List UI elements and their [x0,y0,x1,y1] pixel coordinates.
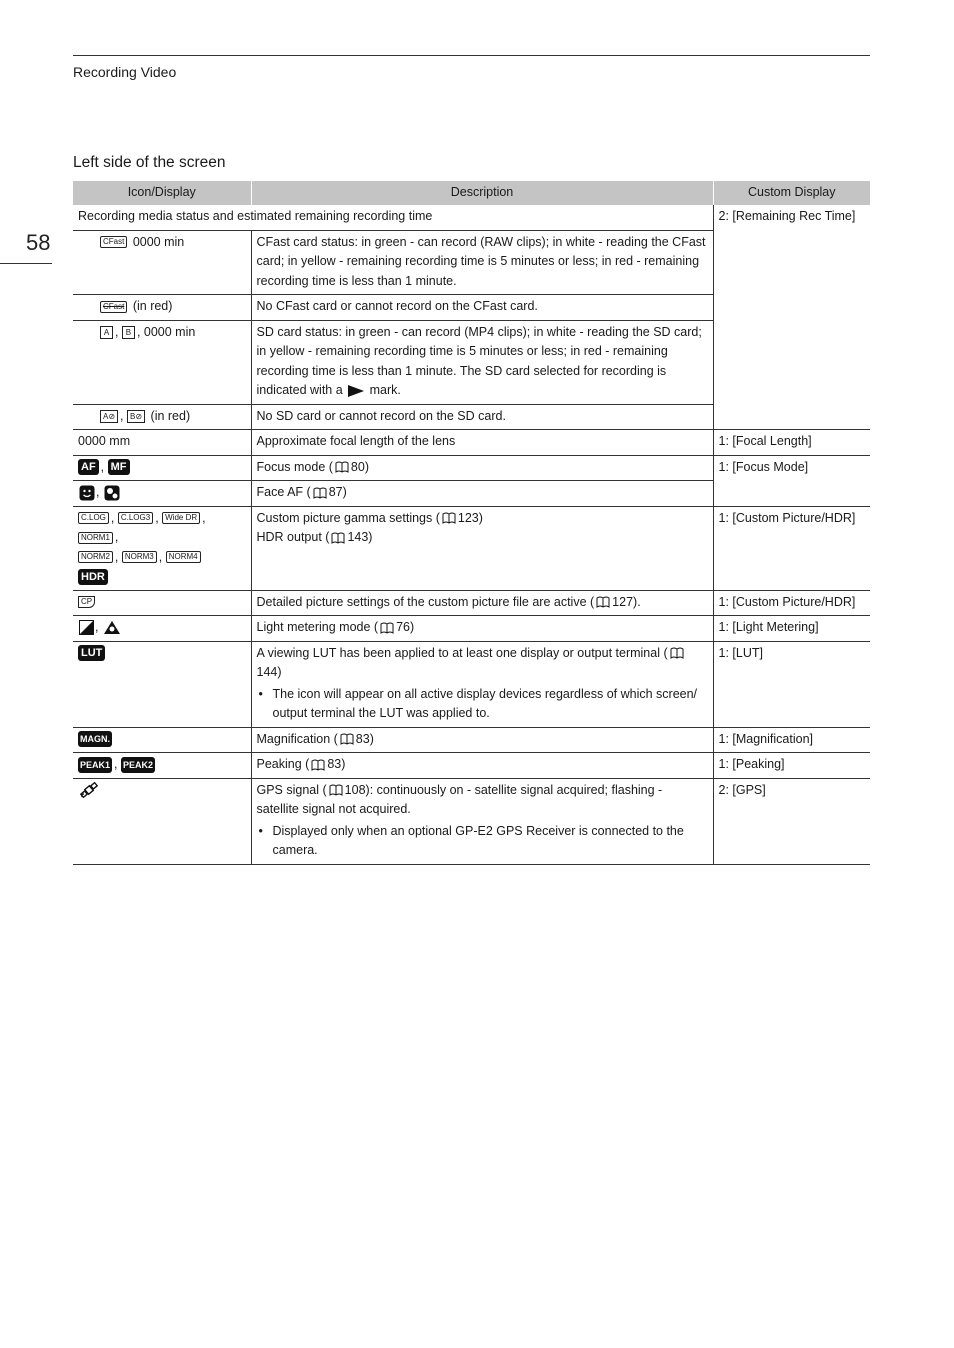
gps-custom: 2: [GPS] [713,778,870,864]
lut-note: • The icon will appear on all active display devices regardless of which screen/ output terminal the LUT was applied to. [273,685,708,724]
lut-desc: A viewing LUT has been applied to at least one display or output terminal (144) • The icon will appear on all active display devices regardless of which screen/ output terminal the LUT was applied to. [251,641,713,727]
magn-icon-cell [73,727,251,753]
cfast-none-icon: CFast [100,301,127,313]
gamma-desc: Custom picture gamma settings ( 123) HDR output ( 143) [251,506,713,590]
table-row [73,590,870,616]
magn-desc: Magnification ( 83) [251,727,713,753]
face-detect-icon [79,485,95,501]
norm2-icon: NORM2 [78,551,113,563]
book-icon [335,461,349,473]
table-row [73,753,870,779]
hdr-icon: HDR [78,569,108,585]
col-custom-display: Custom Display [713,181,870,205]
sd-status-desc-tail: mark. [369,383,401,397]
table-row [73,727,870,753]
book-icon [596,596,610,608]
sd-a-none-icon: A⊘ [100,410,118,423]
book-icon [380,622,394,634]
peak-desc: Peaking ( 83) [251,753,713,779]
peak-icons: PEAK1 , PEAK2 [73,753,251,779]
focal-length-icon: 0000 mm [73,430,251,456]
book-icon [311,759,325,771]
table-row [73,430,870,456]
table-row [73,506,870,590]
focus-mode-icons: AF , MF [73,455,251,481]
running-head: Recording Video [73,64,177,80]
sd-a-icon: A [100,326,113,339]
focal-length-desc: Approximate focal length of the lens [251,430,713,456]
cfast-none-text: (in red) [132,299,173,313]
book-icon [340,733,354,745]
satellite-icon [79,781,99,799]
norm4-icon: NORM4 [166,551,201,563]
book-icon [331,532,345,544]
cfast-none-desc: No CFast card or cannot record on the CFast card. [251,295,713,321]
table-row [73,778,870,864]
gamma-icons: C.LOG , C.LOG3 , Wide DR , NORM1 , NORM2 , NORM3 , NORM4 HDR [73,506,251,590]
table-row [73,455,870,481]
book-icon [313,487,327,499]
face-af-desc: Face AF ( 87) [251,481,713,507]
gps-desc: GPS signal ( 108): continuously on - satellite signal acquired; flashing - satellite signal not acquired. • Displayed only when an optional GP-E2 GPS Receiver is connected to the camera. [251,778,713,864]
face-only-icon [104,485,120,501]
sd-status-desc [251,320,713,404]
peak1-icon: PEAK1 [78,757,112,773]
detail-icon-cell [73,590,251,616]
magn-icon: MAGN. [78,731,112,747]
table-row [73,616,870,642]
gps-note: • Displayed only when an optional GP-E2 GPS Receiver is connected to the camera. [273,822,708,861]
focus-mode-desc: Focus mode ( 80) [251,455,713,481]
wide-dr-icon: Wide DR [162,512,200,524]
sd-b-icon: B [122,326,135,339]
norm3-icon: NORM3 [122,551,157,563]
backlight-icon [79,620,94,635]
sd-remaining-text: , 0000 min [136,324,196,339]
metering-custom: 1: [Light Metering] [713,616,870,642]
media-status-custom: 2: [Remaining Rec Time] [713,205,870,430]
play-arrow-icon [347,385,365,397]
book-icon [329,784,343,796]
cfast-remaining-text: 0000 min [132,234,185,249]
page-number: 58 [26,230,51,255]
header-rule [73,55,870,56]
cfast-card-icon: CFast [100,236,127,248]
col-icon-display: Icon/Display [73,181,251,205]
col-description: Description [251,181,713,205]
focal-length-custom: 1: [Focal Length] [713,430,870,456]
focus-mode-custom: 1: [Focus Mode] [713,455,870,506]
sd-none-desc: No SD card or cannot record on the SD card. [251,404,713,430]
detail-desc: Detailed picture settings of the custom picture file are active ( 127). [251,590,713,616]
sd-none-icon-cell: A⊘ , B⊘ (in red) [73,404,251,430]
table-row [73,205,870,230]
clog-icon: C.LOG [78,512,109,524]
icon-table [73,181,870,865]
gps-icon-cell [73,778,251,864]
cfast-status-desc: CFast card status: in green - can record (RAW clips); in white - reading the CFast card; in yellow - remaining recording time is 5 minutes or less; in red - remaining recording time is less than 1 minute. [251,230,713,295]
table-row [73,641,870,727]
section-title: Left side of the screen [73,154,226,171]
face-af-icons: , [73,481,251,507]
magn-custom: 1: [Magnification] [713,727,870,753]
metering-icons: , [73,616,251,642]
detail-custom: 1: [Custom Picture/HDR] [713,590,870,616]
peak2-icon: PEAK2 [121,757,155,773]
sd-status-icon-cell: A , B , 0000 min [73,320,251,404]
peak-custom: 1: [Peaking] [713,753,870,779]
cfast-status-icon-cell [73,230,251,295]
gamma-custom: 1: [Custom Picture/HDR] [713,506,870,590]
af-icon: AF [78,459,99,475]
table-header [73,181,870,205]
sd-status-desc-text: SD card status: in green - can record (MP4 clips); in white - reading the SD card; in yellow - remaining recording time is 5 minutes or less; in red - remaining recording time is less than 1 minute. The SD card selected for recording is indicated with a [256,324,702,397]
book-icon [670,647,684,659]
mf-icon: MF [108,459,130,475]
lut-custom: 1: [LUT] [713,641,870,727]
page-number-rule [0,263,52,264]
spotlight-icon [103,620,121,635]
norm1-icon: NORM1 [78,532,113,544]
clog3-icon: C.LOG3 [118,512,153,524]
media-status-heading: Recording media status and estimated remaining recording time [73,205,713,230]
book-icon [442,512,456,524]
lut-icon: LUT [78,645,105,661]
sd-none-text: (in red) [150,408,191,423]
lut-icon-cell [73,641,251,727]
cfast-none-icon-cell [73,295,251,321]
metering-desc: Light metering mode ( 76) [251,616,713,642]
sd-b-none-icon: B⊘ [127,410,145,423]
custom-picture-icon: CP [78,596,95,608]
